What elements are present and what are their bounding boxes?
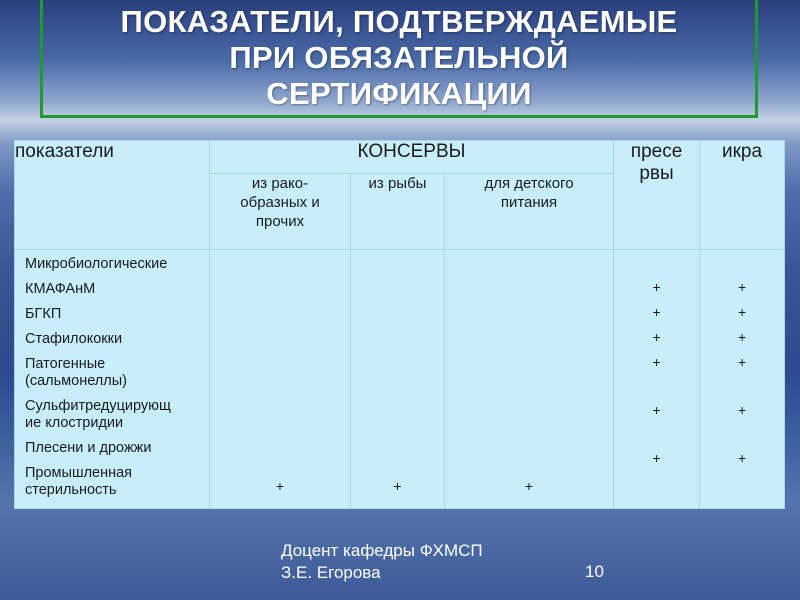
- fish-cell: [351, 250, 445, 509]
- indicator-line: Патогенные: [25, 356, 106, 372]
- title-line-3: СЕРТИФИКАЦИИ: [266, 75, 532, 111]
- plus-mark: +: [737, 354, 747, 370]
- subheader-baby-line-2: питания: [500, 194, 558, 211]
- plus-mark: +: [652, 450, 661, 466]
- indicator-item: Стафилококки: [25, 331, 123, 347]
- header-preserves-line-2: рвы: [639, 163, 674, 184]
- plus-mark: +: [737, 402, 747, 418]
- header-row: [15, 141, 785, 174]
- slide-title: [121, 4, 678, 112]
- indicator-item: [25, 465, 209, 499]
- indicator-line: Сульфитредуцирующ: [25, 398, 171, 414]
- body-row: [15, 250, 785, 509]
- indicator-item: [25, 356, 209, 390]
- footer-line-2: З.Е. Егорова: [281, 563, 381, 582]
- plus-mark: +: [524, 478, 534, 494]
- indicator-line: стерильность: [25, 482, 117, 498]
- header-canned: КОНСЕРВЫ: [210, 141, 614, 174]
- subheader-crustaceans: [210, 174, 351, 250]
- plus-mark: +: [652, 402, 661, 418]
- indicator-line: ие клостридии: [25, 415, 124, 431]
- indicators-list: [15, 250, 209, 499]
- indicator-item: [25, 398, 209, 432]
- indicator-line: Промышленная: [25, 465, 133, 481]
- indicators-cell: [15, 250, 210, 509]
- title-line-2: ПРИ ОБЯЗАТЕЛЬНОЙ: [229, 39, 569, 75]
- title-box: [40, 0, 758, 118]
- header-preserves-line-1: пресе: [630, 141, 683, 162]
- subheader-fish: из рыбы: [351, 174, 445, 250]
- subheader-baby-food: [445, 174, 614, 250]
- plus-mark: +: [652, 354, 661, 370]
- crustaceans-cell: [210, 250, 351, 509]
- indicator-item: БГКП: [25, 306, 62, 322]
- header-preserves: [614, 141, 700, 250]
- plus-mark: +: [652, 329, 661, 345]
- subheader-crustaceans-line-2: образных и: [240, 194, 320, 211]
- preserves-cell: [614, 250, 700, 509]
- subheader-crustaceans-line-1: из рако-: [251, 175, 309, 192]
- footer-author: [281, 540, 483, 584]
- plus-mark: +: [737, 279, 747, 295]
- page-number: 10: [585, 562, 604, 581]
- plus-mark: +: [275, 478, 285, 494]
- indicator-item: Плесени и дрожжи: [25, 440, 152, 456]
- subheader-baby-line-1: для детского: [484, 175, 574, 192]
- plus-mark: +: [652, 279, 661, 295]
- caviar-cell: [700, 250, 785, 509]
- baby-food-cell: [445, 250, 614, 509]
- indicator-line: (сальмонеллы): [25, 373, 127, 389]
- indicator-item: Микробиологические: [25, 256, 168, 272]
- plus-mark: +: [737, 304, 747, 320]
- certification-table: [14, 140, 785, 509]
- footer-line-1: Доцент кафедры ФХМСП: [281, 541, 483, 560]
- indicator-item: КМАФАнМ: [25, 281, 96, 297]
- plus-mark: +: [652, 304, 661, 320]
- title-line-1: ПОКАЗАТЕЛИ, ПОДТВЕРЖДАЕМЫЕ: [120, 3, 678, 39]
- header-caviar: икра: [700, 141, 785, 250]
- plus-mark: +: [737, 329, 747, 345]
- header-indicators: показатели: [15, 141, 210, 250]
- subheader-crustaceans-line-3: прочих: [255, 213, 305, 230]
- plus-mark: +: [393, 478, 402, 494]
- plus-mark: +: [737, 450, 747, 466]
